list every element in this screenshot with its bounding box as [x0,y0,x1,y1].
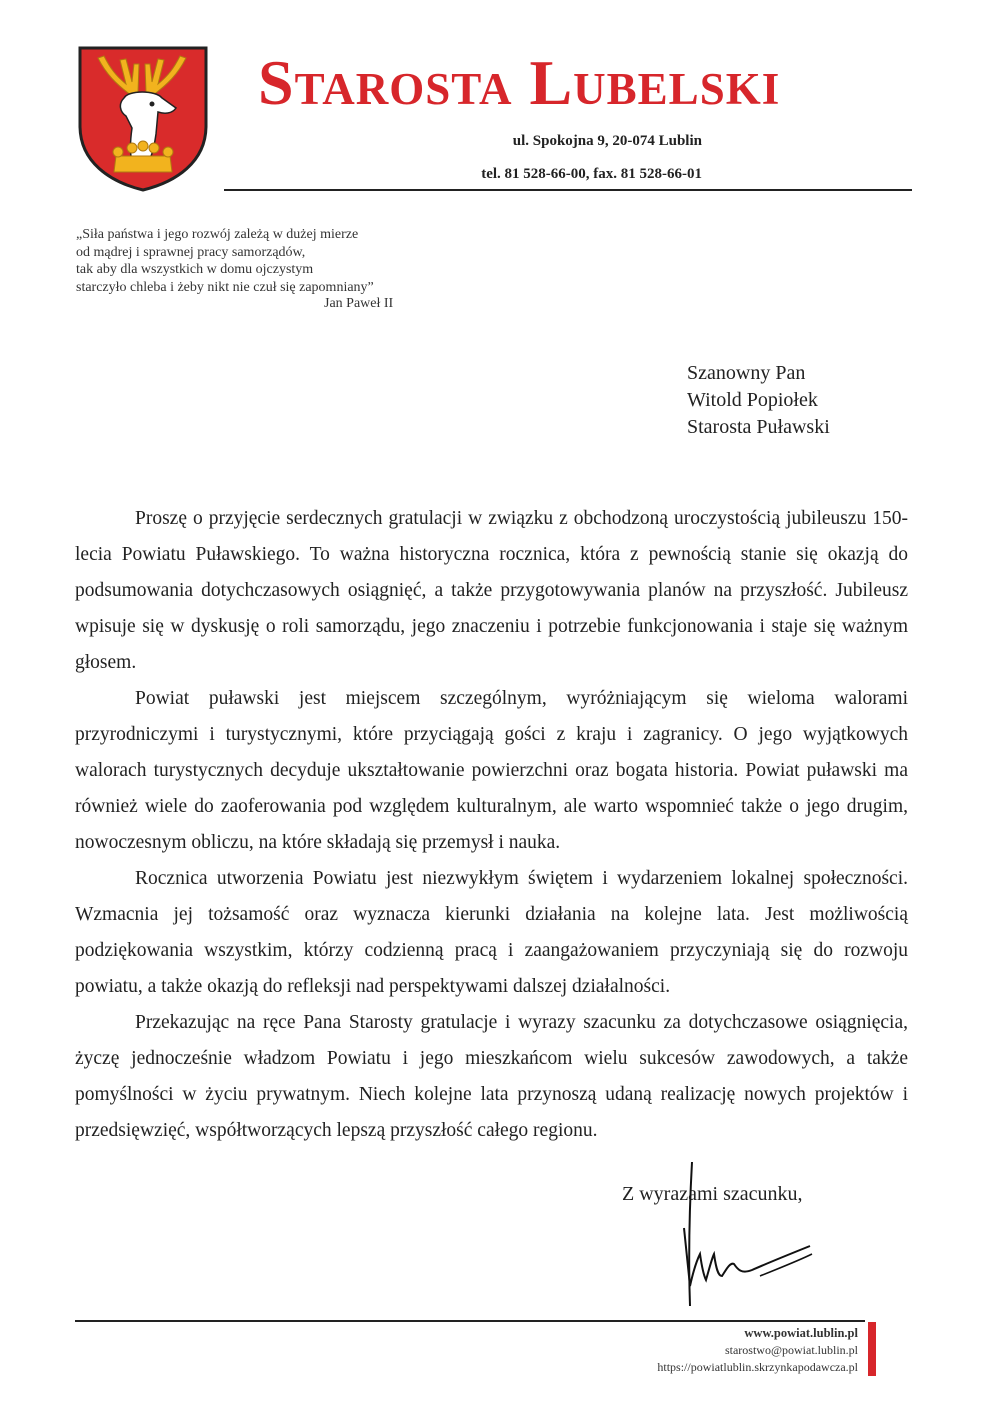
footer-website-link[interactable]: www.powiat.lublin.pl [744,1326,858,1340]
footer-accent-bar [868,1322,876,1376]
header-divider [224,189,912,191]
recipient-position: Starosta Puławski [687,416,830,438]
quote-line: tak aby dla wszystkich w domu ojczystym [76,262,314,277]
body-paragraph: Rocznica utworzenia Powiatu jest niezwykłym świętem i wydarzeniem lokalnej społeczności. Wzmacnia jej tożsamość oraz wyznacza kierunki działania na kolejne lata. Jest możliwością podziękowania wszystkim, którzy codzienną pracą i zaangażowaniem przyczyniają się do rozwoju powiatu, a także okazją do refleksji nad perspektywami dalszej działalności. [75,868,908,997]
quote-author: Jan Paweł II [324,296,394,311]
body-paragraph: Przekazując na ręce Pana Starosty gratulacje i wyrazy szacunku za dotychczasowe osiągnięcia, życzę jednocześnie władzom Powiatu i jego mieszkańcom wielu sukcesów zawodowych, a także pomyślności w życiu prywatnym. Niech kolejne lata przynoszą udaną realizację nowych projektów i przedsięwzięć, współtworzących lepszą przyszłość całego regionu. [75,1012,908,1141]
quote-line: starczyło chleba i żeby nikt nie czuł się zapomniany” [76,279,374,295]
page-title: Starosta Lubelski [258,47,781,118]
recipient-block [687,360,830,441]
footer-divider [75,1320,865,1322]
closing-phrase: Z wyrazami szacunku, [622,1183,803,1205]
address-line: ul. Spokojna 9, 20-074 Lublin [512,133,702,149]
phone-fax-line: tel. 81 528-66-00, fax. 81 528-66-01 [481,166,702,182]
quote-line: od mądrej i sprawnej pracy samorządów, [76,244,306,260]
quote-line: „Siła państwa i jego rozwój zależą w dużej mierze [76,227,359,242]
signature-icon [660,1158,820,1308]
motto-quote [76,226,374,296]
body-paragraph: Proszę o przyjęcie serdecznych gratulacji w związku z obchodzoną uroczystością jubileuszu 150- lecia Powiatu Puławskiego. To ważna historyczna rocznica, która z pewnością stanie się okazją do podsumowania dotychczasowych osiągnięć, a także przygotowywania planów na przyszłość. Jubileusz wpisuje się w dyskusję o roli samorządu, jego znaczeniu i potrzebie funkcjonowania i staje się ważnym głosem. [75,508,908,673]
recipient-salutation: Szanowny Pan [687,362,806,384]
recipient-name: Witold Popiołek [687,389,818,411]
letter-body [75,501,908,1149]
footer-inbox-link[interactable]: https://powiatlublin.skrzynkapodawcza.pl [657,1360,858,1374]
body-paragraph: Powiat puławski jest miejscem szczególnym, wyróżniającym się wieloma walorami przyrodniczymi i turystycznymi, które przyciągają gości z kraju i zagranicy. O jego wyjątkowych walorach turystycznych decyduje ukształtowanie powierzchni oraz bogata historia. Powiat puławski ma również wiele do zaoferowania pod względem kulturalnym, ale warto wspomnieć także o jego drugim, nowoczesnym obliczu, na które składają się przemysł i nauka. [75,688,908,853]
footer-email-link[interactable]: starostwo@powiat.lublin.pl [724,1343,858,1357]
